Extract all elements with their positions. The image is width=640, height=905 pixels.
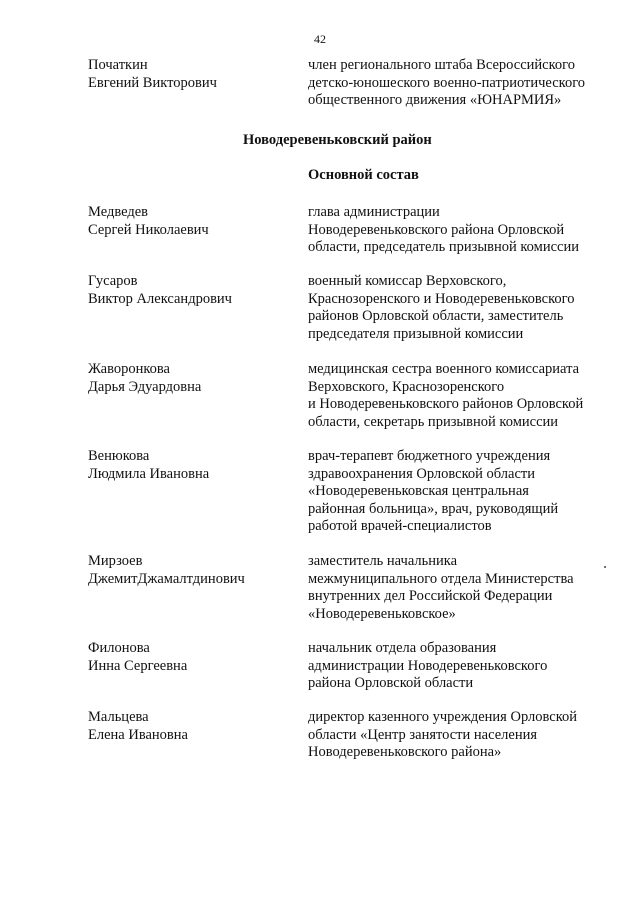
member-surname: Початкин <box>88 57 148 73</box>
scan-speck <box>604 566 606 568</box>
role-line: Новодеревеньковского района Орловской <box>308 221 565 238</box>
member-surname: Мирзоев <box>88 553 143 569</box>
role-line: области «Центр занятости населения <box>308 726 538 743</box>
role-line: районная больница», врач, руководящий <box>308 500 559 517</box>
member-surname: Медведев <box>88 204 148 220</box>
member-given-names: ДжемитДжамалтдинович <box>88 570 245 587</box>
role-line: начальник отдела образования <box>308 640 497 656</box>
role-line: Краснозоренского и Новодеревеньковского <box>308 290 575 307</box>
role-line: работой врачей-специалистов <box>308 518 492 534</box>
member-role <box>308 448 558 536</box>
role-line: врач-терапевт бюджетного учреждения <box>308 448 551 464</box>
role-line: детско-юношеского военно-патриотического <box>308 74 586 91</box>
member-name <box>88 273 232 308</box>
role-line: директор казенного учреждения Орловской <box>308 709 578 725</box>
role-line: военный комиссар Верховского, <box>308 273 507 289</box>
role-line: районов Орловской области, заместитель <box>308 308 564 324</box>
member-name <box>88 204 209 239</box>
member-name <box>88 57 217 92</box>
member-surname: Филонова <box>88 640 150 656</box>
role-line: медицинская сестра военного комиссариата <box>308 361 580 377</box>
member-given-names: Людмила Ивановна <box>88 465 210 482</box>
member-role <box>308 640 547 693</box>
member-name <box>88 709 188 744</box>
member-name <box>88 361 201 396</box>
member-given-names: Евгений Викторович <box>88 74 217 91</box>
member-name <box>88 448 209 483</box>
role-line: председателя призывной комиссии <box>308 325 524 342</box>
role-line: Новодеревеньковского района» <box>308 744 502 760</box>
role-line: области, секретарь призывной комиссии <box>308 413 559 430</box>
role-line: Верховского, Краснозоренского <box>308 378 505 395</box>
member-role <box>308 273 575 343</box>
member-given-names: Виктор Александрович <box>88 290 232 307</box>
role-line: и Новодеревеньковского районов Орловской <box>308 396 584 412</box>
member-given-names: Сергей Николаевич <box>88 221 209 238</box>
role-line: администрации Новодеревеньковского <box>308 657 548 674</box>
member-role <box>308 553 574 623</box>
role-line: глава администрации <box>308 204 440 220</box>
role-line: «Новодеревеньковское» <box>308 605 456 622</box>
role-line: внутренних дел Российской Федерации <box>308 588 553 604</box>
member-role <box>308 57 585 110</box>
member-role <box>308 204 579 257</box>
district-heading: Новодеревеньковский район <box>243 132 432 148</box>
page-number: 42 <box>314 32 326 46</box>
role-line: здравоохранения Орловской области <box>308 465 535 482</box>
member-surname: Мальцева <box>88 709 149 725</box>
member-role <box>308 361 583 431</box>
member-given-names: Дарья Эдуардовна <box>88 378 202 395</box>
role-line: заместитель начальника <box>308 553 458 569</box>
member-role <box>308 709 577 762</box>
composition-heading: Основной состав <box>308 167 419 183</box>
member-name <box>88 553 245 588</box>
role-line: общественного движения «ЮНАРМИЯ» <box>308 92 562 108</box>
role-line: района Орловской области <box>308 675 474 691</box>
member-surname: Гусаров <box>88 273 138 289</box>
member-name <box>88 640 187 675</box>
member-surname: Венюкова <box>88 448 150 464</box>
member-surname: Жаворонкова <box>88 361 170 377</box>
role-line: «Новодеревеньковская центральная <box>308 483 529 499</box>
role-line: межмуниципального отдела Министерства <box>308 570 574 587</box>
member-given-names: Инна Сергеевна <box>88 657 188 674</box>
role-line: член регионального штаба Всероссийского <box>308 57 575 73</box>
member-given-names: Елена Ивановна <box>88 726 188 743</box>
role-line: области, председатель призывной комиссии <box>308 239 579 255</box>
